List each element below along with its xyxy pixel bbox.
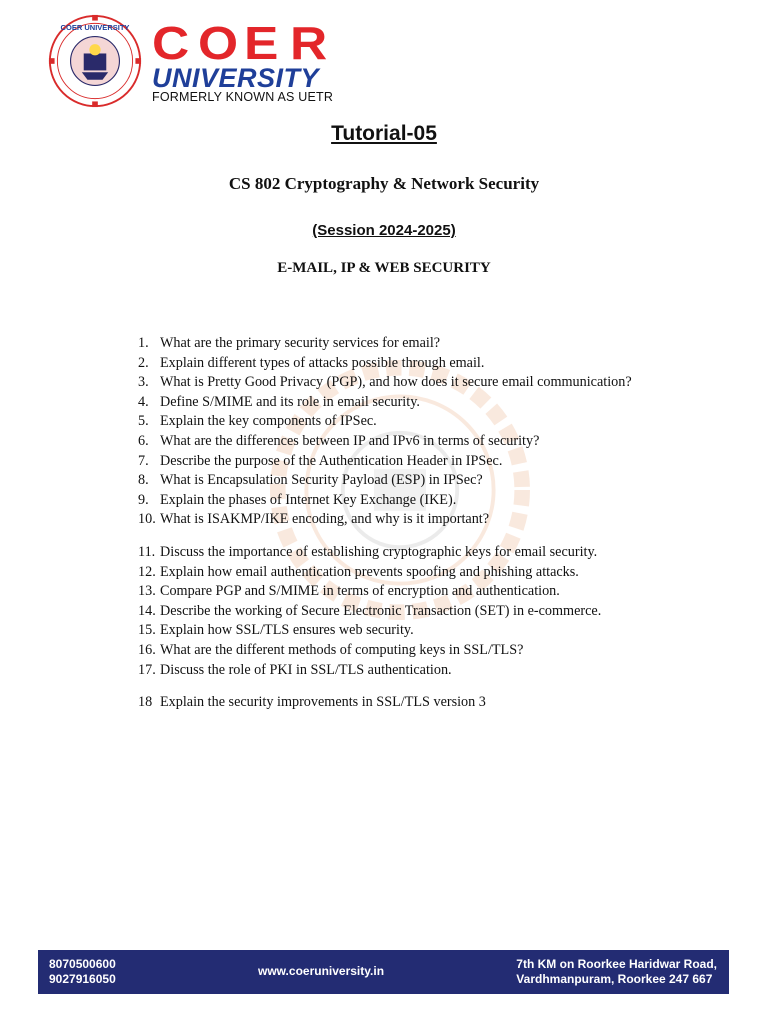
address-line: Vardhmanpuram, Roorkee 247 667 [516,972,713,986]
question-text: What are the differences between IP and IPv6 in terms of security? [160,432,540,449]
svg-text:COER UNIVERSITY: COER UNIVERSITY [60,22,130,32]
question-list [138,334,668,713]
question-number: 2. [138,354,149,371]
question-number: 6. [138,432,149,449]
question-item [138,563,668,583]
formerly-known-as: FORMERLY KNOWN AS UETR [152,90,334,104]
question-item [138,693,668,713]
question-number: 3. [138,374,149,391]
question-item [138,641,668,661]
question-text: Describe the purpose of the Authentication Header in IPSec. [160,452,503,469]
question-group [138,334,668,530]
logo-letter: C [152,17,189,69]
question-item [138,661,668,681]
question-number: 4. [138,393,149,410]
logo-letter: O [198,17,237,69]
question-text: What are the different methods of computing keys in SSL/TLS? [160,641,524,658]
question-item [138,471,668,491]
question-number: 11. [138,543,156,560]
footer-phones [49,957,116,987]
question-item [138,491,668,511]
phone-number: 8070500600 [49,957,116,971]
topic-heading: E-MAIL, IP & WEB SECURITY [277,260,491,276]
footer-bar [38,950,729,994]
question-text: What is Pretty Good Privacy (PGP), and how does it secure email communication? [160,374,632,391]
question-number: 8. [138,472,149,489]
question-number: 7. [138,452,149,469]
logo-subtitle: UNIVERSITY [152,63,320,93]
question-item [138,354,668,374]
question-number: 17. [138,661,156,678]
question-item [138,621,668,641]
tutorial-title: Tutorial-05 [331,122,437,145]
logo-letter: E [244,17,278,69]
address-line: 7th KM on Roorkee Haridwar Road, [516,957,717,971]
session-label: (Session 2024-2025) [312,222,456,239]
question-text: What is ISAKMP/IKE encoding, and why is it important? [160,511,490,528]
footer-address [516,957,717,987]
phone-number: 9027916050 [49,972,116,986]
logo-letter: R [290,17,327,69]
question-text: Discuss the importance of establishing cryptographic keys for email security. [160,543,598,560]
question-text: Define S/MIME and its role in email security. [160,393,420,410]
course-title: CS 802 Cryptography & Network Security [228,174,540,193]
question-group [138,543,668,680]
question-number: 1. [138,335,149,351]
question-text: Explain how email authentication prevents spoofing and phishing attacks. [160,563,579,580]
question-group [138,693,668,713]
question-text: Explain the key components of IPSec. [160,413,377,430]
question-number: 16. [138,641,156,658]
question-number: 9. [138,491,149,508]
question-item [138,412,668,432]
question-text: Explain how SSL/TLS ensures web security. [160,622,414,639]
question-item [138,393,668,413]
question-number: 13. [138,583,156,600]
question-text: Compare PGP and S/MIME in terms of encryption and authentication. [160,583,560,600]
question-item [138,582,668,602]
question-item [138,373,668,393]
website-link[interactable]: www.coeruniversity.in [258,964,385,978]
question-text: Explain the phases of Internet Key Exchange (IKE). [160,491,457,508]
question-text: Describe the working of Secure Electronic Transaction (SET) in e-commerce. [160,602,602,619]
question-text: Explain the security improvements in SSL/TLS version 3 [160,694,486,711]
question-text: Discuss the role of PKI in SSL/TLS authentication. [160,661,452,678]
question-item [138,543,668,563]
question-number: 15. [138,622,156,639]
question-text: What is Encapsulation Security Payload (ESP) in IPSec? [160,472,483,489]
question-number: 14. [138,602,156,619]
coer-wordmark [152,17,342,93]
question-number: 12. [138,563,156,580]
university-seal-logo [48,14,142,108]
coer-logo-text [152,17,342,69]
question-number: 18 [138,694,153,711]
question-number: 5. [138,413,149,430]
question-number: 10. [138,511,156,528]
question-item [138,452,668,472]
question-text: Explain different types of attacks possible through email. [160,354,485,371]
question-text: What are the primary security services for email? [160,335,441,351]
question-item [138,602,668,622]
question-item [138,432,668,452]
question-item [138,334,668,354]
question-item [138,510,668,530]
